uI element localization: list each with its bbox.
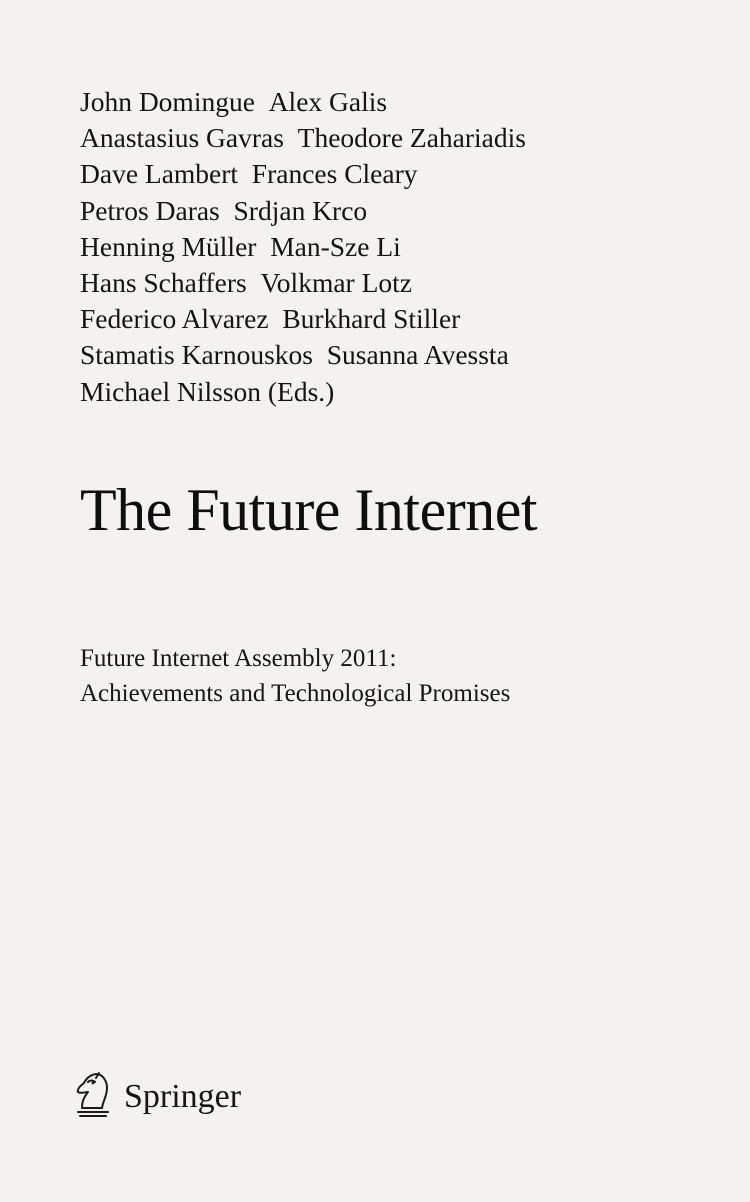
editor-name: Henning Müller: [80, 230, 257, 262]
editor-line: [80, 229, 526, 265]
editor-line: [80, 337, 526, 373]
editor-name: Susanna Avessta: [326, 339, 509, 371]
editor-name: Srdjan Krco: [233, 194, 368, 226]
publisher-imprint: [72, 1070, 241, 1123]
publisher-name: Springer: [124, 1077, 242, 1115]
editor-name: Alex Galis: [268, 86, 388, 117]
editor-line: [80, 193, 526, 229]
editor-name: Petros Daras: [80, 194, 220, 226]
editor-line: [80, 301, 526, 337]
book-title: The Future Internet: [80, 477, 537, 543]
subtitle-line: Achievements and Technological Promises: [80, 680, 511, 707]
editor-name: Federico Alvarez: [80, 303, 269, 335]
subtitle-line: Future Internet Assembly 2011:: [80, 645, 397, 672]
editor-name: Burkhard Stiller: [282, 303, 461, 335]
editor-name: Frances Cleary: [251, 158, 418, 190]
editor-name: Man-Sze Li: [270, 230, 401, 262]
editor-name: Volkmar Lotz: [260, 267, 412, 299]
editor-name: Hans Schaffers: [80, 267, 247, 299]
editor-name: Anastasius Gavras: [80, 122, 284, 154]
editor-name: Stamatis Karnouskos: [80, 339, 313, 371]
editors-list: [80, 84, 526, 410]
springer-chess-knight-icon: [72, 1070, 112, 1123]
editor-line: [80, 265, 526, 301]
editor-line: [80, 120, 526, 156]
editor-line: [80, 84, 526, 120]
reverse-page-bleed-through: [575, 92, 578, 106]
editor-name: John Domingue: [80, 86, 255, 117]
book-subtitle: [80, 641, 510, 711]
editor-line: [80, 156, 526, 192]
editor-name: Theodore Zahariadis: [297, 122, 526, 154]
editor-name: Dave Lambert: [80, 158, 239, 190]
editor-line: [80, 374, 526, 410]
editor-name: Michael Nilsson (Eds.): [80, 375, 335, 407]
